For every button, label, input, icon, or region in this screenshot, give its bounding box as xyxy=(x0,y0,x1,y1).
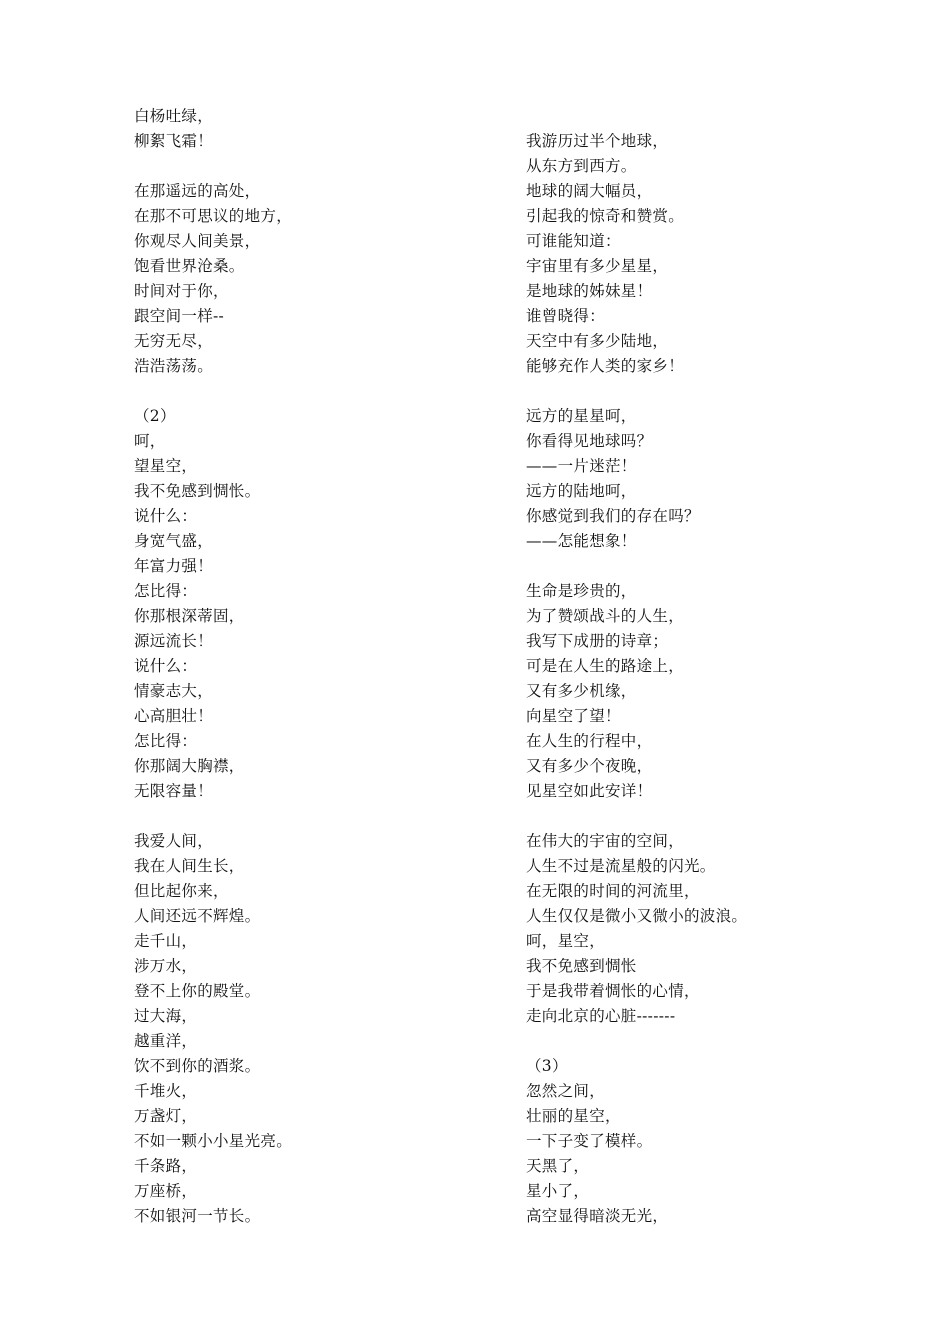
poem-line: 宇宙里有多少星星， xyxy=(526,257,669,275)
poem-line: 远方的陆地呵， xyxy=(526,482,637,500)
poem-line: 我不免感到惆怅 xyxy=(526,957,637,975)
poem-line: 心高胆壮！ xyxy=(134,707,214,725)
poem-line: 过大海， xyxy=(134,1007,198,1025)
poem-line: 地球的阔大幅员， xyxy=(526,182,653,200)
poem-line: 走向北京的心脏------- xyxy=(526,1007,676,1025)
poem-line: 千条路， xyxy=(134,1157,198,1175)
poem-line: 天空中有多少陆地， xyxy=(526,332,669,350)
poem-line: 走千山， xyxy=(134,932,198,950)
poem-line: 千堆火， xyxy=(134,1082,198,1100)
poem-line: 柳絮飞霜！ xyxy=(134,132,214,150)
poem-line: 越重洋， xyxy=(134,1032,198,1050)
poem-line: （2） xyxy=(134,407,176,425)
poem-line: 是地球的姊妹星！ xyxy=(526,282,653,300)
poem-line: 白杨吐绿， xyxy=(134,107,214,125)
poem-line: 你那阔大胸襟， xyxy=(134,757,245,775)
poem-line: 人间还远不辉煌。 xyxy=(134,907,261,925)
poem-line: 我不免感到惆怅。 xyxy=(134,482,261,500)
stanza-break xyxy=(526,804,906,829)
poem-line: 人生不过是流星般的闪光。 xyxy=(526,857,716,875)
poem-line: 高空显得暗淡无光， xyxy=(526,1207,669,1225)
poem-line: 在伟大的宇宙的空间， xyxy=(526,832,685,850)
poem-line: 为了赞颂战斗的人生， xyxy=(526,607,685,625)
poem-line: 呵，星空， xyxy=(526,932,606,950)
poem-line: 但比起你来， xyxy=(134,882,229,900)
poem-line: 我游历过半个地球， xyxy=(526,132,669,150)
poem-line: 万盏灯， xyxy=(134,1107,198,1125)
poem-line: ——怎能想象！ xyxy=(526,532,637,550)
poem-line: 万座桥， xyxy=(134,1182,198,1200)
poem-line: 远方的星星呵， xyxy=(526,407,637,425)
poem-line: 你观尽人间美景， xyxy=(134,232,261,250)
poem-line: 你看得见地球吗？ xyxy=(526,432,653,450)
poem-line: 又有多少机缘， xyxy=(526,682,637,700)
poem-line: 饮不到你的酒浆。 xyxy=(134,1057,261,1075)
stanza-break xyxy=(526,554,906,579)
poem-line: 情豪志大， xyxy=(134,682,214,700)
poem-line: 无限容量！ xyxy=(134,782,214,800)
poem-line: 源远流长！ xyxy=(134,632,214,650)
poem-line: 跟空间一样-- xyxy=(134,307,225,325)
poem-line: 你感觉到我们的存在吗？ xyxy=(526,507,700,525)
poem-line: 浩浩荡荡。 xyxy=(134,357,214,375)
poem-line: 引起我的惊奇和赞赏。 xyxy=(526,207,685,225)
poem-line: 一下子变了模样。 xyxy=(526,1132,653,1150)
poem-line: 无穷无尽， xyxy=(134,332,214,350)
poem-line: 说什么： xyxy=(134,507,198,525)
poem-line: 怎比得： xyxy=(134,732,198,750)
poem-line: 在那遥远的高处， xyxy=(134,182,261,200)
poem-line: 呵， xyxy=(134,432,166,450)
stanza-break xyxy=(134,804,514,829)
poem-line: 人生仅仅是微小又微小的波浪。 xyxy=(526,907,748,925)
poem-line: ——一片迷茫！ xyxy=(526,457,637,475)
poem-line: 我爱人间， xyxy=(134,832,214,850)
poem-line: 时间对于你， xyxy=(134,282,229,300)
poem-line: 能够充作人类的家乡！ xyxy=(526,357,685,375)
poem-line: 又有多少个夜晚， xyxy=(526,757,653,775)
poem-line: 我在人间生长， xyxy=(134,857,245,875)
poem-line: 饱看世界沧桑。 xyxy=(134,257,245,275)
poem-line: 我写下成册的诗章； xyxy=(526,632,669,650)
poem-line: 涉万水， xyxy=(134,957,198,975)
poem-line: 天黑了， xyxy=(526,1157,590,1175)
stanza-break xyxy=(134,154,514,179)
stanza-break xyxy=(134,379,514,404)
poem-line: 谁曾晓得： xyxy=(526,307,606,325)
stanza-break xyxy=(526,1029,906,1054)
poem-line: 壮丽的星空， xyxy=(526,1107,621,1125)
poem-line: 于是我带着惆怅的心情， xyxy=(526,982,700,1000)
poem-line: （3） xyxy=(526,1057,568,1075)
poem-line: 不如一颗小小星光亮。 xyxy=(134,1132,293,1150)
poem-line: 不如银河一节长。 xyxy=(134,1207,261,1225)
poem-line: 望星空， xyxy=(134,457,198,475)
poem-line: 在无限的时间的河流里， xyxy=(526,882,700,900)
poem-line: 可谁能知道： xyxy=(526,232,621,250)
poem-line: 年富力强！ xyxy=(134,557,214,575)
poem-line: 忽然之间， xyxy=(526,1082,606,1100)
poem-line: 在那不可思议的地方， xyxy=(134,207,293,225)
poem-right-column xyxy=(526,129,906,1229)
poem-line: 身宽气盛， xyxy=(134,532,214,550)
poem-left-column xyxy=(134,104,514,1229)
poem-line: 星小了， xyxy=(526,1182,590,1200)
poem-line: 从东方到西方。 xyxy=(526,157,637,175)
poem-line: 可是在人生的路途上， xyxy=(526,657,685,675)
poem-line: 怎比得： xyxy=(134,582,198,600)
poem-line: 生命是珍贵的， xyxy=(526,582,637,600)
poem-line: 见星空如此安详！ xyxy=(526,782,653,800)
poem-line: 向星空了望！ xyxy=(526,707,621,725)
poem-line: 登不上你的殿堂。 xyxy=(134,982,261,1000)
poem-line: 说什么： xyxy=(134,657,198,675)
poem-line: 你那根深蒂固， xyxy=(134,607,245,625)
stanza-break xyxy=(526,379,906,404)
poem-line: 在人生的行程中， xyxy=(526,732,653,750)
